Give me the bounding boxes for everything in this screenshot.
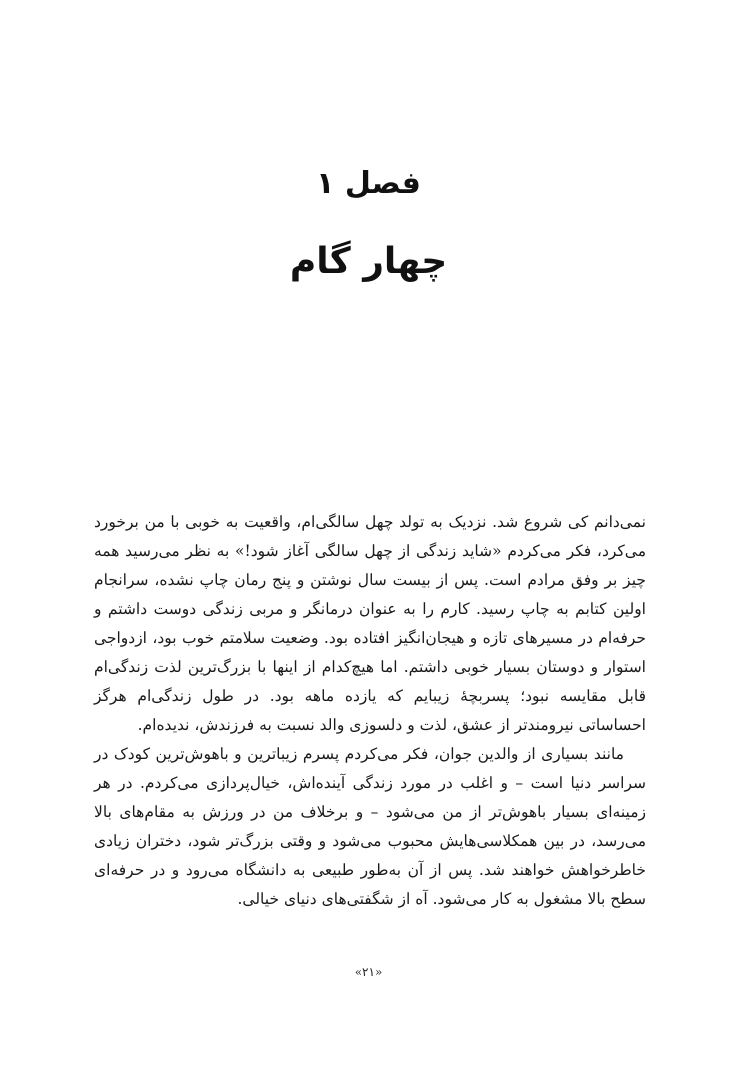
paragraph-2: مانند بسیاری از والدین جوان، فکر می‌کردم پسرم زیباترین و باهوش‌ترین کودک در سراسر دنیا است – و اغلب در مورد زندگی آینده‌اش، خیال‌پردازی می‌کردم. در هر زمینه‌ای بسیار باهوش‌تر از من می‌شود – و برخلاف من در ورزش به مقام‌های بالا می‌رسد، در بین همکلاسی‌هایش محبوب می‌شود و وقتی بزرگ‌تر شود، دختران زیادی خاطرخواهش خواهند شد. پس از آن به‌طور طبیعی به دانشگاه می‌رود و در حرفه‌ای سطح بالا مشغول به کار می‌شود. آه از شگفتی‌های دنیای خیالی. [94, 745, 646, 908]
paragraph-1: نمی‌دانم کی شروع شد. نزدیک به تولد چهل سالگی‌ام، واقعیت به خوبی با من برخورد می‌کرد، فکر می‌کردم «شاید زندگی از چهل سالگی آغاز شود!» به نظر می‌رسید همه چیز بر وفق مرادم است. پس از بیست سال نوشتن و پنج رمان چاپ نشده، سرانجام اولین کتابم به چاپ رسید. کارم را به عنوان درمانگر و مربی زندگی دوست داشتم و حرفه‌ام در مسیرهای تازه و هیجان‌انگیز افتاده بود. وضعیت سلامتم خوب بود، ازدواجی استوار و دوستان بسیار خوبی داشتم. اما هیچ‌کدام از اینها با بزرگ‌ترین لذت زندگی‌ام قابل مقایسه نبود؛ پسربچهٔ زیبایم که یازده ماهه بود. در طول زندگی‌ام هرگز احساساتی نیرومندتر از عشق، لذت و دلسوزی والد نسبت به فرزندش، ندیده‌ام. [94, 513, 646, 734]
body-text [94, 508, 646, 914]
chapter-number: فصل ۱ [316, 166, 421, 201]
page-number: «۲۱» [354, 965, 383, 979]
chapter-title: چهار گام [289, 241, 448, 282]
